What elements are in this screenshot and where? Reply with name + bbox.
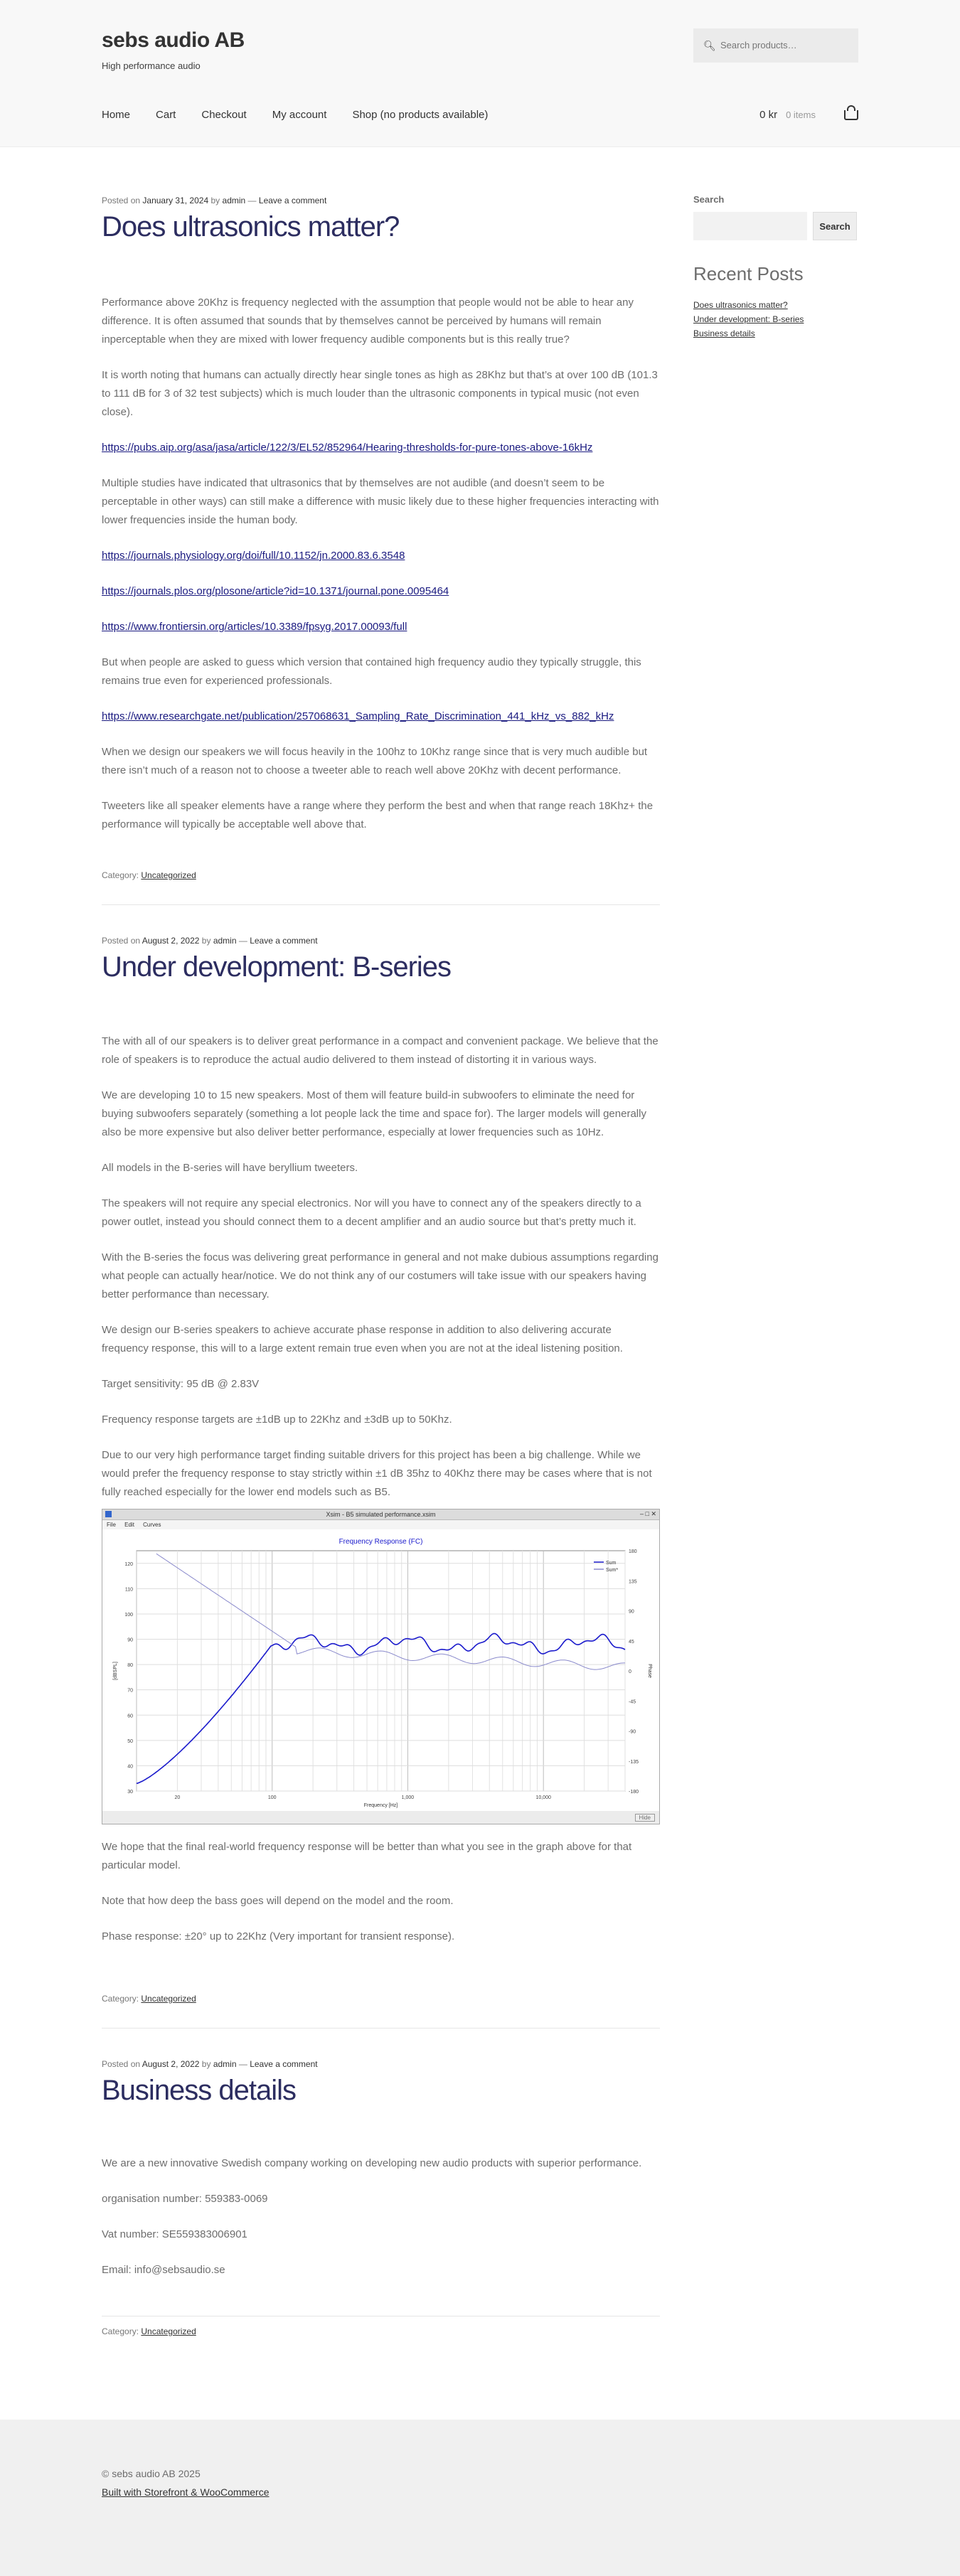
y-tick-label: 110 (124, 1587, 133, 1593)
recent-posts-heading: Recent Posts (693, 263, 804, 284)
post-paragraph: We hope that the final real-world frequency response will be better than what you see in the graph above for that particular model. (102, 1841, 632, 1871)
y2-axis-label: Phase (647, 1664, 652, 1678)
reference-link[interactable]: https://journals.plos.org/plosone/article?id=10.1371/journal.pone.0095464 (102, 585, 449, 597)
x-tick-label: 100 (267, 1795, 277, 1800)
legend-label: Sum (606, 1561, 617, 1566)
y2-tick-label: 90 (629, 1609, 634, 1615)
y-tick-label: 70 (127, 1688, 133, 1694)
y2-tick-label: 45 (629, 1639, 634, 1645)
recent-post-link[interactable]: Under development: B-series (693, 314, 804, 324)
search-icon: 🔍︎ (703, 40, 716, 51)
post-paragraph: When we design our speakers we will focus heavily in the 100hz to 10Khz range since that is very much audible but there isn’t much of a reason not to choose a tweeter able to reach well above 20Khz with decent performance. (102, 746, 648, 776)
nav-item-cart[interactable]: Cart (156, 109, 176, 121)
post-date-link[interactable]: August 2, 2022 (142, 936, 200, 946)
category-link[interactable]: Uncategorized (141, 2326, 196, 2336)
posted-on-label: Posted on (102, 2059, 141, 2069)
post-paragraph: The with all of our speakers is to deliver great performance in a compact and convenient package. We believe that the role of speakers is to reproduce the actual audio delivered to them instead of distorting it in various ways. (102, 1035, 658, 1066)
y-tick-label: 100 (124, 1612, 133, 1618)
post-paragraph: Email: info@sebsaudio.se (102, 2264, 225, 2276)
post-title[interactable]: Does ultrasonics matter? (102, 211, 400, 242)
category-label: Category: (102, 1994, 139, 2004)
cart-total[interactable]: 0 kr (759, 109, 778, 121)
nav-item-shop[interactable]: Shop (no products available) (352, 109, 489, 121)
nav-item-home[interactable]: Home (102, 109, 131, 121)
y-tick-label: 120 (124, 1561, 133, 1567)
post-paragraph: All models in the B-series will have beryllium tweeters. (102, 1162, 358, 1174)
x-tick-label: 1,000 (401, 1795, 415, 1800)
y2-tick-label: -180 (629, 1790, 639, 1795)
menu-curves[interactable]: Curves (143, 1522, 161, 1528)
hide-button[interactable]: Hide (635, 1814, 655, 1822)
y2-tick-label: -90 (629, 1729, 636, 1735)
header-cart[interactable] (759, 109, 858, 121)
post-meta (102, 196, 660, 205)
post-paragraph: organisation number: 559383-0069 (102, 2193, 268, 2205)
footer-copyright: © sebs audio AB 2025 (102, 2468, 201, 2479)
post-article (102, 2059, 660, 2107)
legend-label: Sum* (606, 1568, 619, 1573)
plot-area (137, 1551, 625, 1791)
post-date-link[interactable]: January 31, 2024 (142, 196, 209, 205)
search-placeholder: Search products… (720, 40, 797, 50)
y2-tick-label: -135 (629, 1759, 639, 1765)
category-label: Category: (102, 2326, 139, 2336)
reference-link[interactable]: https://journals.physiology.org/doi/full/10.1152/jn.2000.83.6.3548 (102, 550, 405, 562)
post-paragraph: Multiple studies have indicated that ultrasonics that by themselves are not audible (and doesn’t seem to be perceptable in other ways) can still make a difference with music likely due to these higher frequencies interacting with lower frequencies inside the human body. (102, 477, 659, 526)
post-author-link[interactable]: admin (222, 196, 246, 205)
post-category (102, 1994, 660, 2004)
post-author-link[interactable]: admin (213, 936, 237, 946)
post-paragraph: Target sensitivity: 95 dB @ 2.83V (102, 1378, 260, 1390)
window-title: Xsim - B5 simulated performance.xsim (326, 1511, 436, 1518)
primary-navigation (102, 109, 513, 121)
posted-on-label: Posted on (102, 936, 141, 946)
post-divider (102, 904, 660, 905)
post-paragraph: Due to our very high performance target finding suitable drivers for this project has been a big challenge. While we would prefer the frequency response to stay strictly within ±1 dB 35hz to 40Khz there may be cases where that is not fully reached especially for the lower end models such as B5. (102, 1449, 652, 1498)
post-meta (102, 936, 660, 946)
reference-link[interactable]: https://www.frontiersin.org/articles/10.3389/fpsyg.2017.00093/full (102, 621, 407, 633)
y-axis-label: [dBSPL] (113, 1662, 118, 1680)
post-paragraph: Performance above 20Khz is frequency neglected with the assumption that people would not be able to hear any difference. It is often assumed that sounds that by themselves cannot be perceived by humans will remain inperceptable when they are mixed with lower frequency audible components but is this really true? (102, 296, 634, 346)
nav-item-checkout[interactable]: Checkout (201, 109, 247, 121)
by-label: by (201, 936, 211, 946)
meta-separator: — (247, 196, 257, 205)
post-paragraph: Frequency response targets are ±1dB up to 22Khz and ±3dB up to 50Khz. (102, 1413, 452, 1426)
post-paragraph: Note that how deep the bass goes will depend on the model and the room. (102, 1895, 454, 1907)
post-content-after-chart (102, 1838, 660, 1963)
reference-link[interactable]: https://pubs.aip.org/asa/jasa/article/122/3/EL52/852964/Hearing-thresholds-for-pure-tones-above-16kHz (102, 442, 593, 454)
y-tick-label: 50 (127, 1738, 133, 1744)
post-paragraph: We design our B-series speakers to achieve accurate phase response in addition to also delivering accurate frequency response, this will to a large extent remain true even when you are not at the ideal listening position. (102, 1324, 623, 1354)
sidebar-search-input[interactable] (693, 212, 807, 240)
meta-separator: — (238, 2059, 247, 2069)
post-paragraph: Phase response: ±20° up to 22Khz (Very important for transient response). (102, 1930, 455, 1942)
x-axis-label: Frequency [Hz] (363, 1803, 398, 1808)
window-controls[interactable]: – □ ✕ (640, 1510, 656, 1517)
post-paragraph: It is worth noting that humans can actually directly hear single tones as high as 28Khz but that’s at over 100 dB (101.3 to 111 dB for 3 of 32 test subjects) which is much louder than the ultrasonic components in typical music (not even close). (102, 369, 658, 418)
category-label: Category: (102, 870, 139, 880)
post-category (102, 2326, 660, 2336)
post-date-link[interactable]: August 2, 2022 (142, 2059, 200, 2069)
y-tick-label: 90 (127, 1637, 133, 1643)
y-tick-label: 40 (127, 1764, 133, 1770)
post-article (102, 936, 660, 983)
post-paragraph: We are a new innovative Swedish company working on developing new audio products with superior performance. (102, 2157, 642, 2169)
post-paragraph: The speakers will not require any special electronics. Nor will you have to connect any of the speakers directly to a power outlet, instead you should connect them to a decent amplifier and an audio source but that’s pretty much it. (102, 1197, 641, 1228)
post-paragraph: Vat number: SE559383006901 (102, 2228, 247, 2240)
cart-count: 0 items (786, 109, 816, 120)
by-label: by (201, 2059, 211, 2069)
post-paragraph: With the B-series the focus was delivering great performance in general and not make dubious assumptions regarding what people can actually hear/notice. We do not think any of our costumers will take issue with our speakers having better performance than necessary. (102, 1251, 658, 1300)
reference-link[interactable]: https://www.researchgate.net/publication/257068631_Sampling_Rate_Discrimination_441_kHz_vs_882_kHz (102, 710, 614, 722)
basket-icon[interactable] (844, 110, 858, 120)
site-header (0, 0, 960, 147)
post-category (102, 870, 660, 880)
y2-tick-label: 0 (629, 1669, 631, 1674)
by-label: by (210, 196, 220, 205)
post-paragraph: But when people are asked to guess which version that contained high frequency audio they typically struggle, this remains true even for experienced professionals. (102, 656, 641, 687)
footer-credit-link[interactable]: Built with Storefront & WooCommerce (102, 2486, 270, 2498)
post-paragraph: We are developing 10 to 15 new speakers. Most of them will feature build-in subwoofers to eliminate the need for buying subwoofers separately (something a lot people lack the time and space for). The larger models will generally also be more expensive but also deliver better performance, especially at lower frequencies such as 10Hz. (102, 1089, 646, 1138)
leave-comment-link[interactable]: Leave a comment (250, 2059, 318, 2069)
category-link[interactable]: Uncategorized (141, 1994, 196, 2004)
post-meta (102, 2059, 660, 2069)
post-divider (102, 2028, 660, 2029)
site-footer (0, 2420, 960, 2576)
window-titlebar (102, 1509, 659, 1520)
x-tick-label: 10,000 (535, 1795, 551, 1800)
recent-post-link[interactable]: Does ultrasonics matter? (693, 300, 788, 310)
chart-title: Frequency Response (FC) (338, 1538, 423, 1546)
y-tick-label: 60 (127, 1714, 133, 1719)
sidebar-search-label: Search (693, 194, 725, 205)
menu-edit[interactable]: Edit (124, 1522, 134, 1528)
x-tick-label: 20 (174, 1795, 181, 1800)
nav-item-my-account[interactable]: My account (272, 109, 327, 121)
sidebar (693, 194, 858, 341)
site-tagline: High performance audio (102, 60, 201, 71)
post-author-link[interactable]: admin (213, 2059, 237, 2069)
y2-tick-label: 135 (629, 1579, 637, 1585)
product-search-input[interactable] (693, 28, 858, 63)
posted-on-label: Posted on (102, 196, 141, 205)
post-title[interactable]: Under development: B-series (102, 951, 452, 983)
post-content (102, 2154, 660, 2297)
leave-comment-link[interactable]: Leave a comment (258, 196, 327, 205)
post-title[interactable]: Business details (102, 2075, 297, 2106)
sidebar-search-button[interactable]: Search (813, 212, 857, 240)
post-paragraph: Tweeters like all speaker elements have a range where they perform the best and when that range reach 18Khz+ the performance will typically be acceptable well above that. (102, 800, 654, 830)
y-tick-label: 80 (127, 1663, 133, 1669)
y2-tick-label: -45 (629, 1699, 636, 1705)
post-content (102, 1032, 660, 1519)
recent-posts-list (693, 298, 858, 341)
site-title[interactable]: sebs audio AB (102, 28, 245, 52)
frequency-response-chart (102, 1529, 659, 1811)
category-link[interactable]: Uncategorized (141, 870, 196, 880)
leave-comment-link[interactable]: Leave a comment (250, 936, 318, 946)
recent-post-link[interactable]: Business details (693, 328, 755, 338)
menu-file[interactable]: File (107, 1522, 116, 1528)
window-menubar (102, 1520, 659, 1529)
y-tick-label: 30 (127, 1790, 133, 1795)
y2-tick-label: 180 (629, 1549, 637, 1554)
frequency-response-window (102, 1509, 660, 1824)
meta-separator: — (238, 936, 247, 946)
post-content (102, 294, 660, 851)
post-article (102, 196, 660, 243)
